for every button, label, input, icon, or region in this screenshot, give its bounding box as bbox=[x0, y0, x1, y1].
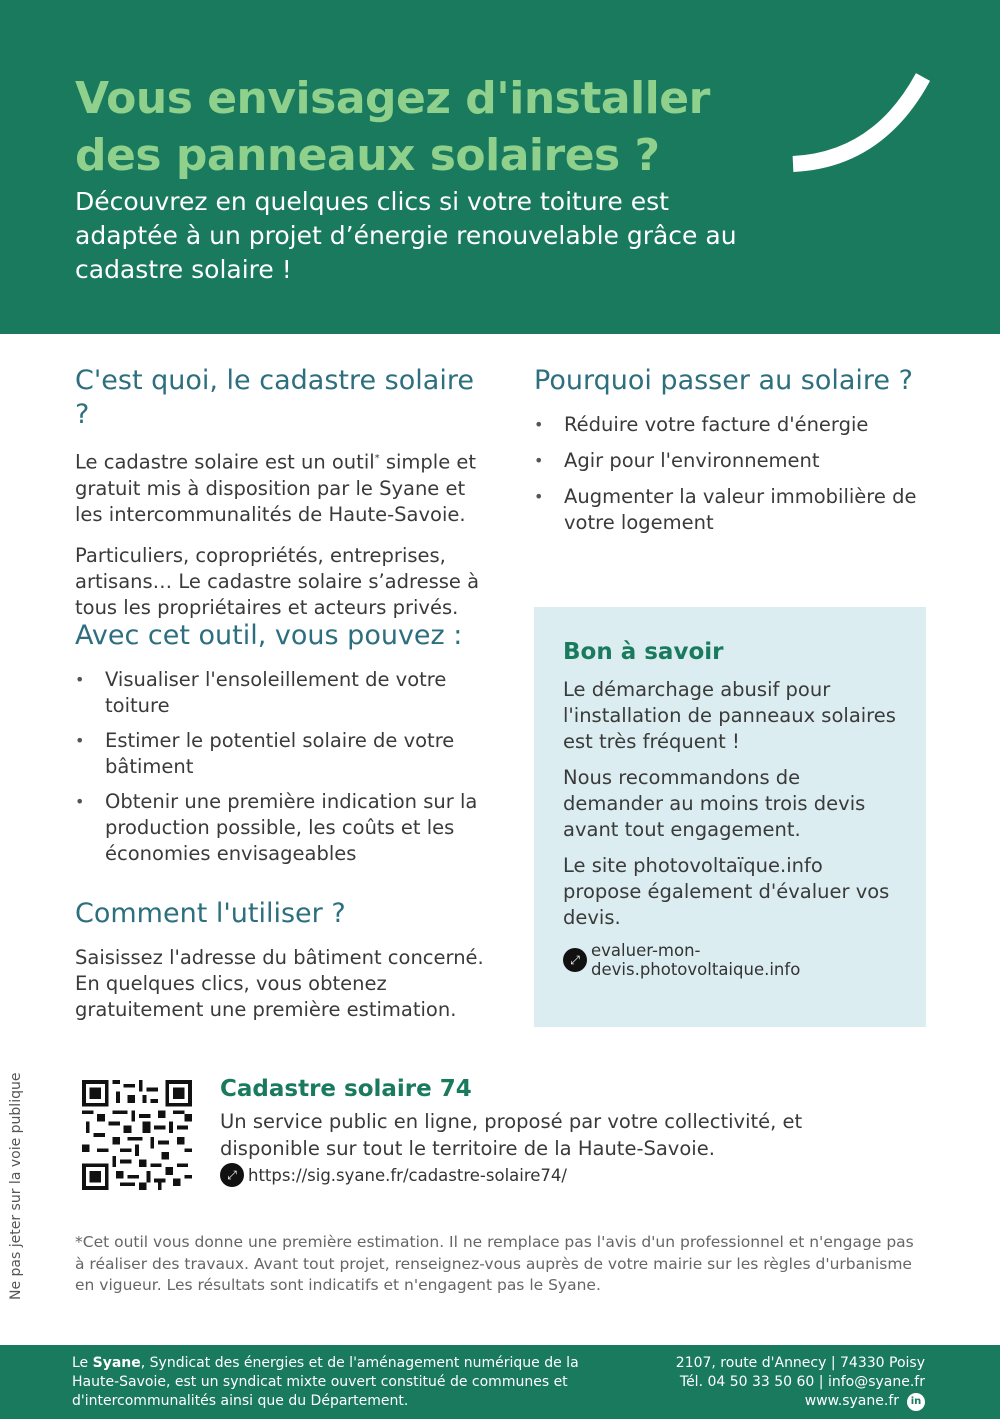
footer-web-row bbox=[805, 1392, 925, 1411]
footnote-mark: * bbox=[374, 453, 380, 464]
list-item: • Estimer le potentiel solaire de votre bâtiment bbox=[75, 728, 485, 780]
why-heading: Pourquoi passer au solaire ? bbox=[534, 365, 913, 396]
how-heading: Comment l'utiliser ? bbox=[75, 898, 346, 929]
list-item: • Obtenir une première indication sur la production possible, les coûts et les économies envisageables bbox=[75, 789, 485, 867]
tip-box bbox=[534, 607, 926, 1027]
cadastre-link-text[interactable]: https://sig.syane.fr/cadastre-solaire74/ bbox=[248, 1165, 567, 1185]
header-banner bbox=[0, 0, 1000, 334]
tip-link[interactable] bbox=[563, 941, 906, 979]
tip-title: Bon à savoir bbox=[563, 639, 724, 665]
cadastre-link[interactable] bbox=[220, 1163, 567, 1187]
footer-website[interactable]: www.syane.fr bbox=[804, 1393, 899, 1409]
section-tool bbox=[75, 619, 485, 867]
section-what bbox=[75, 364, 495, 621]
footnote: *Cet outil vous donne une première estimation. Il ne remplace pas l'avis d'un professionnel et n'engage pas à réaliser des travaux. Avant tout projet, renseignez-vous auprès de votre mairie sur les règles d'urbanisme en vigueur. Les résultats sont indicatifs et n'engagent pas le Syane. bbox=[75, 1233, 914, 1294]
section-how bbox=[75, 897, 495, 1023]
list-item: • Augmenter la valeur immobilière de votre logement bbox=[534, 484, 934, 536]
cadastre-description: Un service public en ligne, proposé par votre collectivité, et disponible sur tout le territoire de la Haute-Savoie. bbox=[220, 1110, 803, 1160]
footer-contact bbox=[625, 1354, 925, 1411]
list-item: • Visualiser l'ensoleillement de votre toiture bbox=[75, 667, 485, 719]
external-link-icon: ⤢ bbox=[220, 1163, 244, 1187]
what-paragraph-1-end: simple et gratuit mis à disposition par le Syane et les intercommunalités de Haute-Savoie. bbox=[75, 450, 477, 526]
cadastre-title: Cadastre solaire 74 bbox=[220, 1076, 472, 1102]
footer bbox=[0, 1345, 1000, 1419]
side-notice: Ne pas jeter sur la voie publique bbox=[8, 1072, 24, 1300]
why-list bbox=[534, 412, 934, 536]
tip-paragraph-3: Le site photovoltaïque.info propose également d'évaluer vos devis. bbox=[563, 854, 890, 929]
footer-org-prefix: Le bbox=[72, 1355, 93, 1371]
tool-heading: Avec cet outil, vous pouvez : bbox=[75, 620, 463, 651]
page-title: Vous envisagez d'installer des panneaux solaires ? bbox=[75, 73, 710, 181]
swoosh-decoration-icon bbox=[788, 72, 938, 182]
footer-org-desc: , Syndicat des énergies et de l'aménagement numérique de la Haute-Savoie, est un syndicat mixte ouvert constitué de communes et d'intercommunalités ainsi que du Département. bbox=[72, 1355, 579, 1409]
what-paragraph-1 bbox=[75, 446, 495, 528]
how-text: Saisissez l'adresse du bâtiment concerné. En quelques clics, vous obtenez gratuitement une première estimation. bbox=[75, 946, 484, 1021]
footer-address: 2107, route d'Annecy | 74330 Poisy bbox=[675, 1355, 925, 1371]
footer-org-description bbox=[72, 1354, 592, 1411]
what-heading: C'est quoi, le cadastre solaire ? bbox=[75, 365, 474, 430]
tip-paragraph-1: Le démarchage abusif pour l'installation de panneaux solaires est très fréquent ! bbox=[563, 678, 896, 753]
qr-code-icon[interactable] bbox=[82, 1080, 192, 1190]
tool-list bbox=[75, 667, 485, 867]
linkedin-icon[interactable]: in bbox=[907, 1393, 925, 1411]
what-paragraph-1-start: Le cadastre solaire est un outil bbox=[75, 450, 375, 474]
what-paragraph-2: Particuliers, copropriétés, entreprises, artisans… Le cadastre solaire s’adresse à tous les propriétaires et acteurs privés. bbox=[75, 543, 480, 619]
section-why bbox=[534, 364, 934, 536]
tip-paragraph-2: Nous recommandons de demander au moins trois devis avant tout engagement. bbox=[563, 766, 866, 841]
footer-org-name: Syane bbox=[92, 1355, 141, 1371]
footer-phone-email[interactable]: Tél. 04 50 33 50 60 | info@syane.fr bbox=[679, 1374, 925, 1390]
external-link-icon: ⤢ bbox=[563, 948, 587, 972]
list-item: • Réduire votre facture d'énergie bbox=[534, 412, 934, 438]
intro-text: Découvrez en quelques clics si votre toiture est adaptée à un projet d’énergie renouvelable grâce au cadastre solaire ! bbox=[75, 187, 737, 284]
list-item: • Agir pour l'environnement bbox=[534, 448, 934, 474]
tip-link-text[interactable]: evaluer-mon-devis.photovoltaique.info bbox=[591, 941, 801, 979]
